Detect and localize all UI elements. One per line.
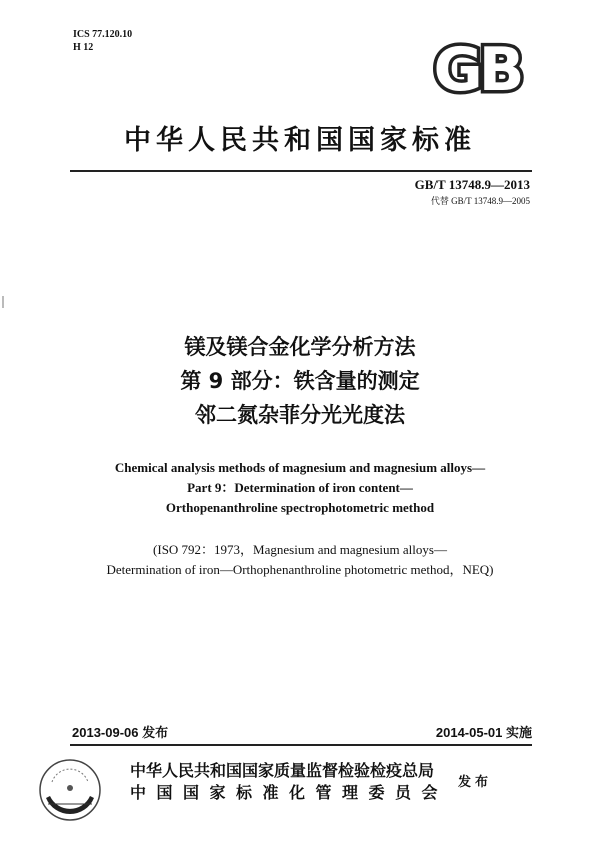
iso-reference: [0, 540, 600, 580]
anti-counterfeit-seal-icon: [38, 758, 102, 822]
english-title-line-1: Chemical analysis methods of magnesium and magnesium alloys—: [114, 460, 486, 475]
classification-codes: [73, 28, 132, 54]
issuer-line-2: 中国国家标准化管理委员会: [130, 783, 449, 802]
top-divider: [70, 170, 532, 172]
english-title-line-2: Part 9：Determination of iron content—: [187, 480, 413, 495]
english-title: [0, 458, 600, 518]
bottom-divider: [70, 744, 532, 746]
english-title-line-3: Orthopenanthroline spectrophotometric method: [165, 500, 435, 515]
standard-title: 中华人民共和国国家标准: [124, 125, 476, 156]
issuer-line-1: 中华人民共和国国家质量监督检验检疫总局: [130, 761, 435, 780]
replaces-standard: 代替 GB/T 13748.9—2005: [430, 196, 530, 206]
chinese-title-line-2: 第 9 部分：铁含量的测定: [180, 369, 420, 393]
effective-date: 2014-05-01 实施: [435, 725, 532, 740]
issue-date: 2013-09-06 发布: [72, 725, 169, 740]
iso-reference-line-1: (ISO 792：1973，Magnesium and magnesium alloys—: [153, 542, 447, 557]
ccs-code: H 12: [73, 42, 94, 53]
chinese-title-line-1: 镁及镁合金化学分析方法: [184, 335, 416, 359]
standard-number: GB/T 13748.9—2013: [414, 177, 530, 192]
scan-edge-mark: [2, 296, 4, 308]
issuing-authorities: [130, 760, 448, 804]
iso-reference-line-2: Determination of iron—Orthophenanthroline photometric method，NEQ): [106, 562, 494, 577]
chinese-title-line-3: 邻二氮杂菲分光光度法: [195, 403, 405, 427]
publish-label: 发布: [458, 775, 493, 790]
gb-logo-text: GB: [433, 40, 521, 96]
ics-code: ICS 77.120.10: [73, 29, 133, 40]
gb-logo: [424, 40, 530, 96]
chinese-title: [0, 330, 600, 432]
